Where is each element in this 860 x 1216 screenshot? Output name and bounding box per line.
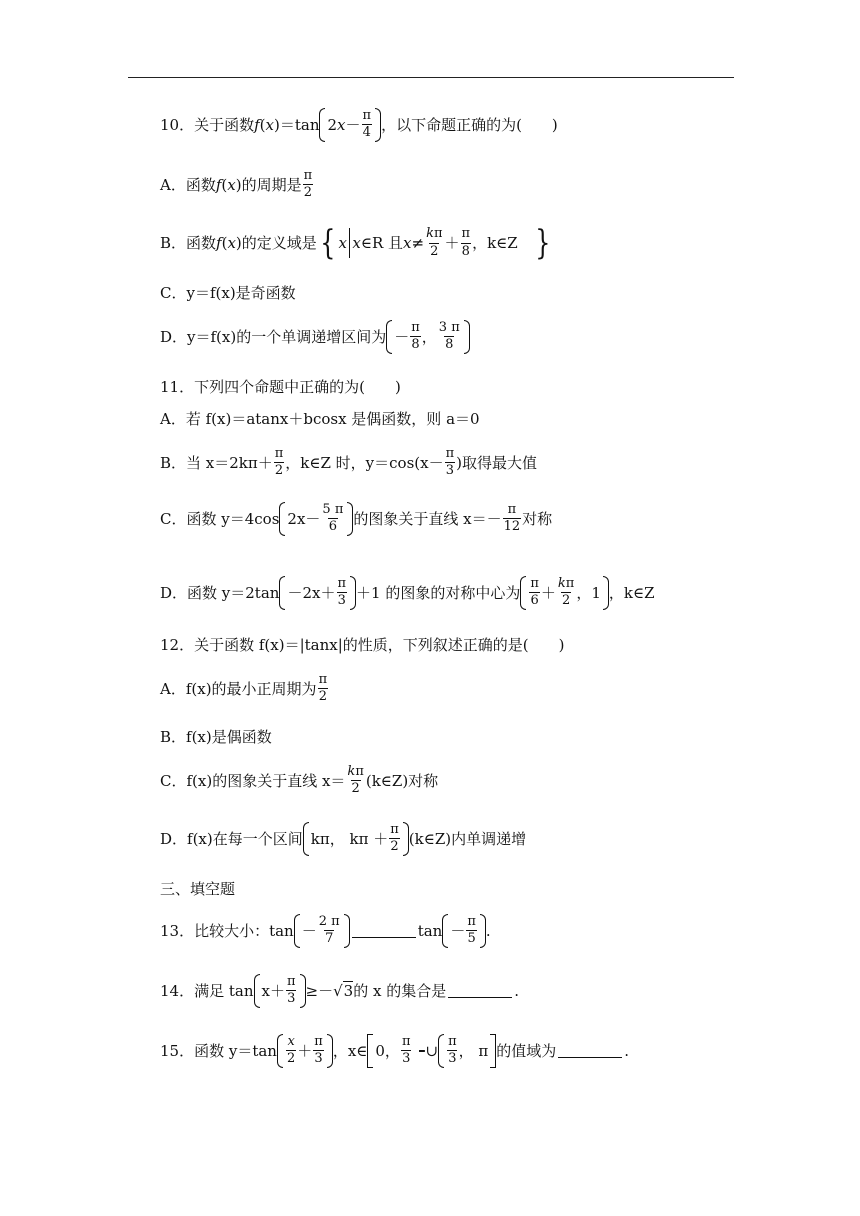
fraction: $\frac{5 \pi}{6}$ bbox=[322, 502, 344, 535]
answer-blank[interactable] bbox=[558, 1043, 622, 1058]
fraction: $\frac{\pi}{6}$ bbox=[530, 576, 539, 609]
q11-stem: 11．下列四个命题中正确的为( ) bbox=[160, 378, 401, 396]
fraction: $\frac{\pi}{2}$ bbox=[318, 672, 328, 705]
paren: $\frac{\pi}{6}$ ＋ $\frac{k\pi}{2}$ ， 1 bbox=[520, 576, 609, 610]
fraction: $\frac{\pi}{4}$ bbox=[362, 108, 372, 141]
fraction: $\frac{\pi}{3}$ bbox=[445, 446, 455, 479]
fraction: $\frac{\pi}{12}$ bbox=[503, 502, 521, 535]
q12-stem: 12．关于函数 f(x)＝|tanx|的性质，下列叙述正确的是( ) bbox=[160, 636, 565, 654]
right-brace: } bbox=[535, 223, 551, 263]
answer-blank[interactable] bbox=[352, 923, 416, 938]
paren: － $\frac{2 \pi}{7}$ bbox=[294, 914, 350, 948]
q12-option-b: B．f(x)是偶函数 bbox=[160, 728, 272, 746]
paren: x＋ $\frac{\pi}{3}$ bbox=[254, 974, 306, 1008]
q12-option-d: D．f(x)在每一个区间 kπ ， kπ ＋ $\frac{\pi}{2}$ (k∈Z)内单调递增 bbox=[160, 822, 527, 855]
fraction: $\frac{k\pi}{2}$ bbox=[426, 226, 443, 259]
set-bar bbox=[349, 228, 351, 258]
q10-option-b: B．函数 f ( x ) 的定义域是 { x x ∈R 且 x ≠ $\frac{k\pi}{2}$ ＋ $\frac{\pi}{8}$ ，k∈Z } bbox=[160, 223, 551, 263]
q10-option-c: C．y＝f(x)是奇函数 bbox=[160, 284, 296, 302]
section-heading: 三、填空题 bbox=[160, 880, 236, 898]
q15: 15．函数 y＝tan $\frac{x}{2}$ ＋ $\frac{\pi}{3}$ ，x∈ 0， $\frac{\pi}{3}$ ∪ $\frac{\pi}{3}$ ， π 的值域为 . bbox=[160, 1034, 630, 1067]
fraction: $\frac{2 \pi}{7}$ bbox=[318, 914, 340, 947]
paren: $\frac{x}{2}$ ＋ $\frac{\pi}{3}$ bbox=[277, 1034, 333, 1068]
fraction: $\frac{x}{2}$ bbox=[286, 1034, 296, 1067]
answer-blank[interactable] bbox=[448, 983, 512, 998]
fraction: $\frac{k\pi}{2}$ bbox=[347, 764, 364, 797]
bracket: 0， $\frac{\pi}{3}$ bbox=[367, 1034, 419, 1068]
fraction: $\frac{\pi}{3}$ bbox=[401, 1034, 411, 1067]
fraction: $\frac{\pi}{2}$ bbox=[274, 446, 284, 479]
q11-option-b: B．当 x＝2kπ＋ $\frac{\pi}{2}$ ，k∈Z 时，y＝cos(x－ $\frac{\pi}{3}$ )取得最大值 bbox=[160, 446, 538, 479]
q14: 14．满足 tan x＋ $\frac{\pi}{3}$ ≥－ √ 3 的 x 的集合是 . bbox=[160, 974, 519, 1007]
q12-option-c: C．f(x)的图象关于直线 x＝ $\frac{k\pi}{2}$ (k∈Z)对称 bbox=[160, 764, 439, 797]
fraction: $\frac{k\pi}{2}$ bbox=[557, 576, 575, 609]
q10-paren: 2 x － $\frac{\pi}{4}$ bbox=[319, 108, 381, 142]
q10-option-a: A．函数 f ( x ) 的周期是 $\frac{\pi}{2}$ bbox=[160, 168, 313, 201]
fraction: $\frac{\pi}{2}$ bbox=[303, 168, 313, 201]
fraction: $\frac{\pi}{3}$ bbox=[286, 974, 296, 1007]
q11-option-d: D．函数 y＝2tan －2x＋ $\frac{\pi}{3}$ ＋1 的图象的对称中心为 $\frac{\pi}{6}$ ＋ $\frac{k\pi}{2}$ ， 1 ，k∈Z bbox=[160, 576, 655, 609]
q12-option-a: A．f(x)的最小正周期为 $\frac{\pi}{2}$ bbox=[160, 672, 328, 705]
fraction: $\frac{\pi}{2}$ bbox=[390, 822, 399, 855]
fraction: $\frac{\pi}{3}$ bbox=[448, 1034, 457, 1067]
q11-option-c: C．函数 y＝4cos 2x－ $\frac{5 \pi}{6}$ 的图象关于直线 x＝－ $\frac{\pi}{12}$ 对称 bbox=[160, 502, 553, 535]
q13: 13．比较大小：tan － $\frac{2 \pi}{7}$ tan － $\frac{\pi}{5}$ . bbox=[160, 914, 491, 947]
q10-stem: 10．关于函数 f ( x ) ＝tan 2 x － $\frac{\pi}{4}$ ，以下命题正确的为( ) bbox=[160, 108, 558, 141]
interval-paren: kπ ， kπ ＋ $\frac{\pi}{2}$ bbox=[303, 822, 409, 856]
paren: 2x－ $\frac{5 \pi}{6}$ bbox=[279, 502, 353, 536]
paren: $\frac{\pi}{3}$ ， π bbox=[438, 1034, 496, 1068]
fraction: $\frac{\pi}{8}$ bbox=[461, 226, 471, 259]
fraction: $\frac{\pi}{3}$ bbox=[337, 576, 347, 609]
fraction: $\frac{\pi}{3}$ bbox=[314, 1034, 323, 1067]
q10-option-d: D．y＝f(x)的一个单调递增区间为 － $\frac{\pi}{8}$ ， $\frac{3 \pi}{8}$ bbox=[160, 320, 470, 354]
fraction: $\frac{\pi}{8}$ bbox=[411, 320, 420, 353]
header-rule bbox=[128, 77, 734, 78]
left-brace: { bbox=[320, 223, 336, 263]
fraction: $\frac{3 \pi}{8}$ bbox=[438, 320, 460, 353]
q11-option-a: A．若 f(x)＝atanx＋bcosx 是偶函数，则 a＝0 bbox=[160, 410, 480, 428]
paren: － $\frac{\pi}{5}$ bbox=[442, 914, 486, 948]
paren: －2x＋ $\frac{\pi}{3}$ bbox=[279, 576, 356, 610]
fraction: $\frac{\pi}{5}$ bbox=[467, 914, 476, 947]
interval-paren: － $\frac{\pi}{8}$ ， $\frac{3 \pi}{8}$ bbox=[386, 320, 470, 354]
